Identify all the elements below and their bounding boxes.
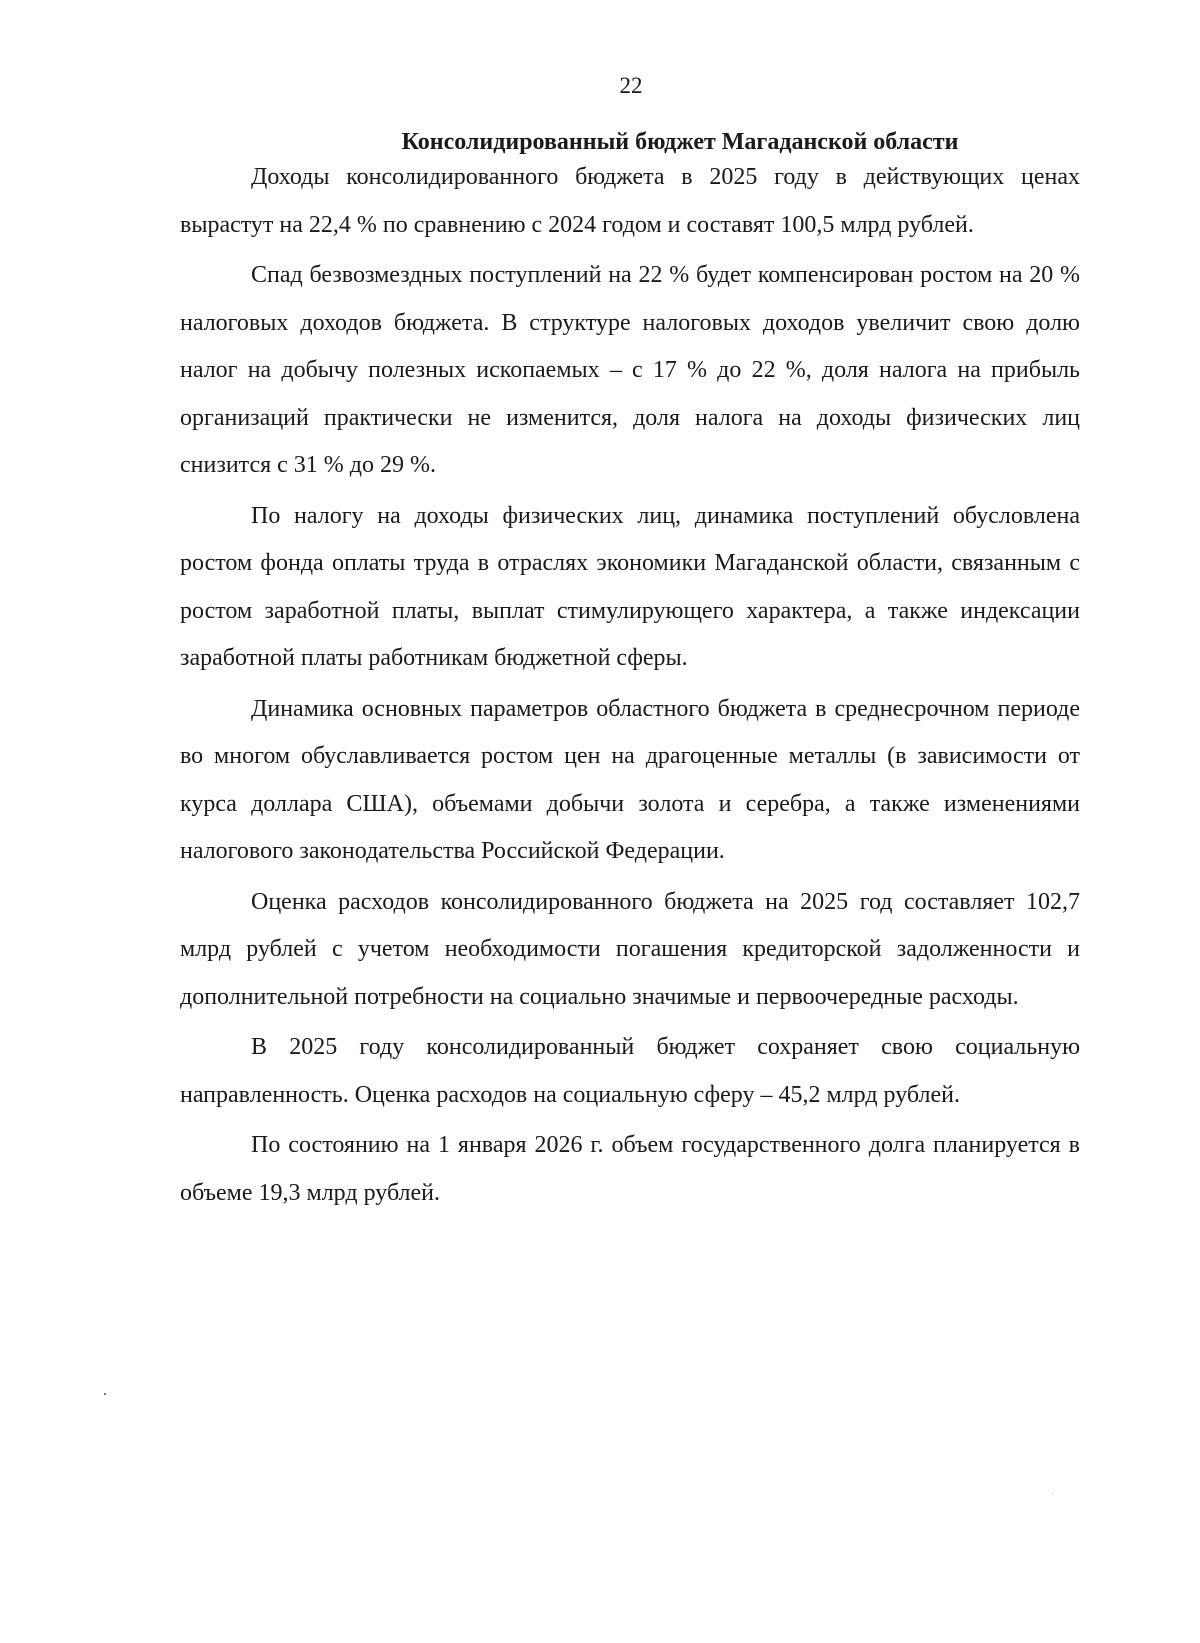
paragraph-expenditures: Оценка расходов консолидированного бюджета на 2025 год составляет 102,7 млрд рублей с учетом необходимости погашения кредиторской задолженности и дополнительной потребности на социально значимые и первоочередные расходы.	[180, 888, 1080, 1010]
paragraph-budget-dynamics: Динамика основных параметров областного бюджета в среднесрочном периоде во многом обуславливается ростом цен на драгоценные металлы (в зависимости от курса доллара США), объемами добычи золота и серебра, а также изменениями налогового законодательства Российской Федерации.	[180, 695, 1080, 864]
paragraph-revenues: Доходы консолидированного бюджета в 2025 году в действующих ценах вырастут на 22,4 % по сравнению с 2024 годом и составят 100,5 млрд рублей.	[180, 164, 1080, 238]
body-text	[180, 154, 1080, 1217]
scan-speck	[104, 1393, 106, 1395]
paragraph-social-spending: В 2025 году консолидированный бюджет сохраняет свою социальную направленность. Оценка расходов на социальную сферу – 45,2 млрд рублей.	[180, 1034, 1080, 1108]
section-title: Консолидированный бюджет Магаданской области	[401, 129, 959, 155]
paragraph-personal-income-tax: По налогу на доходы физических лиц, динамика поступлений обусловлена ростом фонда оплаты труда в отраслях экономики Магаданской области, связанным с ростом заработной платы, выплат стимулирующего характера, а также индексации заработной платы работникам бюджетной сферы.	[180, 502, 1080, 671]
page-number: 22	[619, 73, 643, 98]
scan-speck	[1052, 1493, 1053, 1494]
paragraph-tax-structure: Спад безвозмездных поступлений на 22 % будет компенсирован ростом на 20 % налоговых доходов бюджета. В структуре налоговых доходов увеличит свою долю налог на добычу полезных ископаемых – с 17 % до 22 %, доля налога на прибыль организаций практически не изменится, доля налога на доходы физических лиц снизится с 31 % до 29 %.	[180, 262, 1080, 478]
paragraph-state-debt: По состоянию на 1 января 2026 г. объем государственного долга планируется в объеме 19,3 млрд рублей.	[180, 1132, 1080, 1206]
